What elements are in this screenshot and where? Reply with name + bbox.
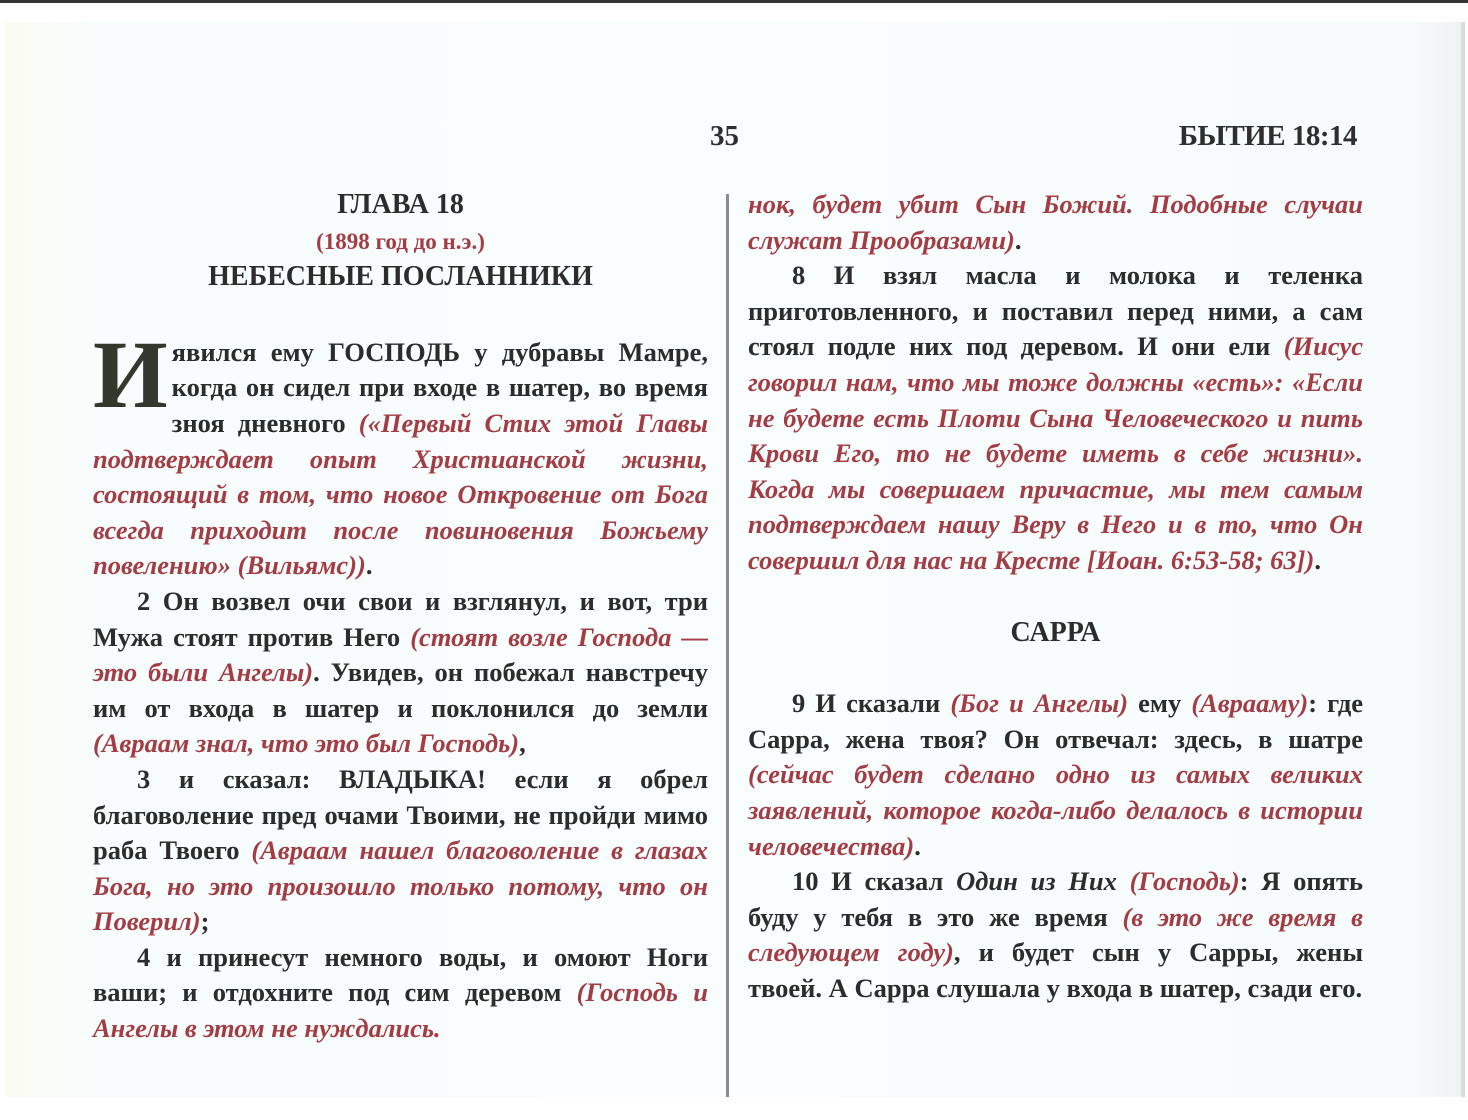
chapter-date-line: [93, 223, 708, 260]
verse-text: . Увидев, он побежал навстречу им от входа в шатер и поклонился до земли: [93, 657, 709, 723]
verse-text: 3 и сказал: ВЛАДЫКА! если я обрел благоволение пред очами Твоими, не пройди мимо раба Твоего: [93, 763, 708, 866]
verse-text: 9 И сказали: [792, 688, 951, 719]
commentary: (Иисус говорил нам, что мы тоже должны «есть»: «Если не будете есть Плоти Сына Человеческого и пить Крови Его, то не будете иметь в себе жизни». Когда мы совершаем причастие, мы тем самым подтверждаем нашу Веру в Него и в то, что Он совершил для нас на Кресте [Иоан. 6:53-58; 63]): [748, 331, 1363, 575]
commentary: (стоят возле Господа — это были Ангелы): [93, 621, 708, 688]
running-head: БЫТИЕ 18:14: [1178, 120, 1357, 152]
verse-continuation: [748, 187, 1363, 258]
commentary: (Авраам знал, что это был Господь): [93, 728, 520, 759]
commentary: (в это же время в следующем году): [748, 901, 1363, 968]
verse-punct: ,: [519, 728, 526, 759]
verse-text: ему: [1128, 688, 1192, 719]
verse-text: 10 И сказал: [792, 866, 957, 897]
drop-cap: И: [93, 320, 168, 428]
commentary: (сейчас будет сделано одно из самых великих заявлений, которое когда-либо делалось в истории человечества): [748, 759, 1363, 861]
verse-text: [1117, 866, 1130, 896]
commentary: (Аврааму): [1191, 688, 1309, 719]
section-title-sarah: САРРА: [1010, 616, 1101, 648]
verse-9: [748, 686, 1363, 864]
verse-text: явился ему ГОСПОДЬ у дубравы Мамре, когда он сидел при входе в шатер, во время зноя дневного: [171, 336, 708, 438]
right-column: [748, 187, 1363, 1006]
page-edge: [1461, 22, 1465, 1097]
verse-punct: .: [1014, 224, 1022, 255]
verse-8: [748, 258, 1363, 578]
verse-1: [93, 320, 708, 584]
verse-4: [93, 940, 708, 1047]
commentary: нок, будет убит Сын Божий. Подобные случаи служат Прообразами): [748, 189, 1363, 255]
left-column: [93, 187, 708, 1047]
verse-2: [93, 584, 708, 762]
verse-text: 2 Он возвел очи свои и взглянул, и вот, три Мужа стоят против Него: [93, 585, 708, 652]
verse-text: 8 И взял масла и молока и теленка приготовленного, и поставил перед ними, а сам стоял подле них под деревом. И они ели: [748, 260, 1363, 362]
verse-text: 4 и принесут немного воды, и омоют Ноги ваши; и отдохните под сим деревом: [93, 941, 708, 1008]
verse-punct: .: [365, 550, 373, 581]
chapter-date: (1898 год до н.э.): [316, 228, 485, 254]
section-title: НЕБЕСНЫЕ ПОСЛАННИКИ: [208, 261, 593, 293]
verse-punct: .: [1314, 544, 1321, 575]
commentary: (Авраам нашел благоволение в глазах Бога, но это произошло только потому, что он Поверил): [93, 835, 708, 937]
verse-3: [93, 762, 708, 940]
verse-10: [748, 864, 1363, 1006]
verse-text: : Я опять буду у тебя в это же время: [748, 866, 1363, 932]
commentary: («Первый Стих этой Главы подтверждает опыт Христианской жизни, состоящий в том, что новое Откровение от Бога всегда приходит после повиновения Божьему повелению» (Вильямс)): [93, 407, 708, 581]
page-number: 35: [710, 120, 739, 152]
column-divider: [726, 194, 729, 1097]
chapter-title: ГЛАВА 18: [337, 189, 464, 220]
verse-punct: .: [914, 830, 921, 861]
commentary: (Господь): [1129, 866, 1240, 897]
top-border: [0, 0, 1468, 3]
book-page: [5, 22, 1465, 1097]
verse-punct: ;: [200, 906, 210, 937]
italic-phrase: Один из Них: [956, 866, 1117, 897]
commentary: (Господь и Ангелы в этом не нуждались.: [93, 977, 708, 1044]
verse-text: : где Сарра, жена твоя? Он отвечал: здесь, в шатре: [748, 688, 1363, 754]
commentary: (Бог и Ангелы): [950, 688, 1129, 719]
verse-text: , и будет сын у Сарры, жены твоей. А Сарра слушала у входа в шатер, сзади его.: [748, 937, 1364, 1003]
